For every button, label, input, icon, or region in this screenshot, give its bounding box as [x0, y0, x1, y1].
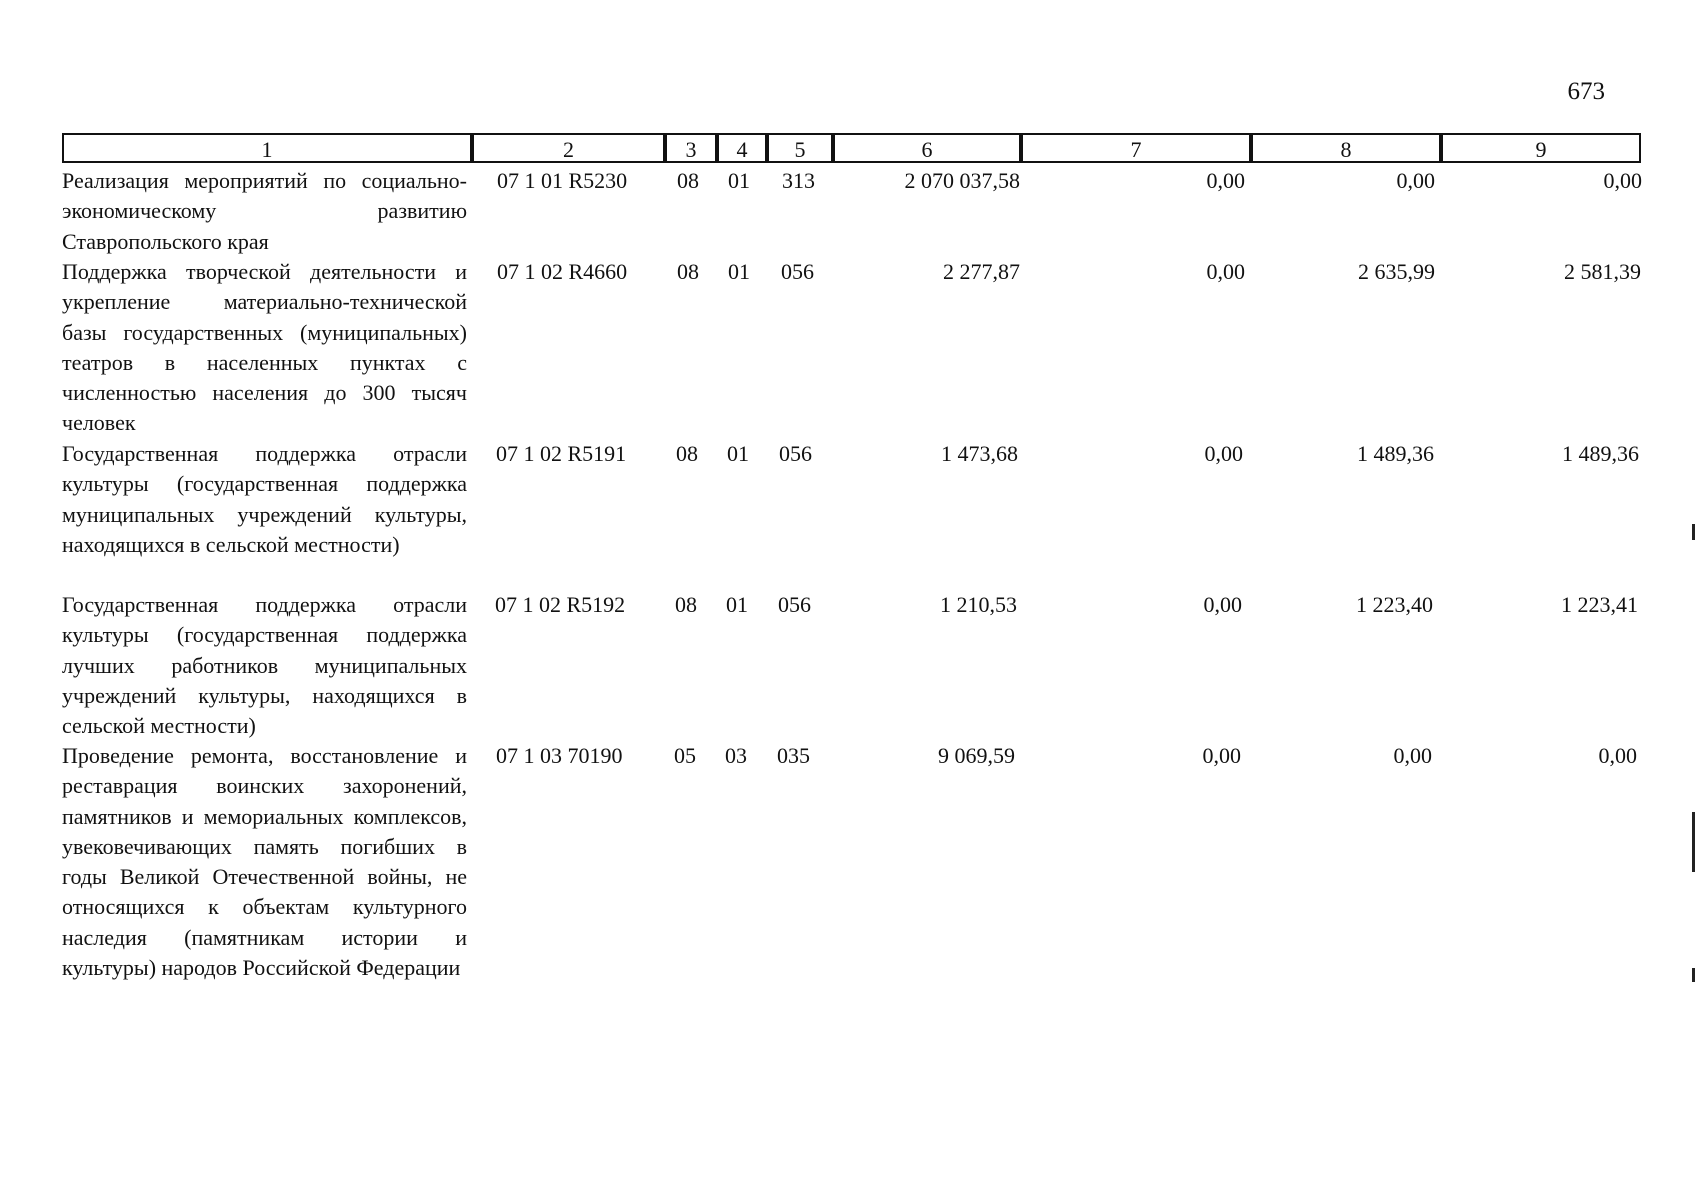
row-c4: 01 [726, 592, 748, 617]
row-c5: 035 [777, 743, 810, 768]
row-c9: 0,00 [1603, 168, 1642, 193]
row-c8: 2 635,99 [1358, 259, 1435, 284]
row-c3: 08 [676, 441, 698, 466]
page-number: 673 [1567, 78, 1605, 105]
row-c9: 2 581,39 [1564, 259, 1641, 284]
row-c8: 1 489,36 [1357, 441, 1434, 466]
scan-edge-mark [1692, 524, 1695, 540]
row-c3: 08 [677, 259, 699, 284]
header-col-5: 5 [767, 133, 833, 163]
scan-edge-mark [1692, 812, 1695, 872]
row-code: 07 1 02 R5191 [496, 441, 627, 466]
row-code: 07 1 02 R5192 [495, 592, 626, 617]
row-name: Поддержка творческой деятельности и укрепление материально-технической базы государственных (муниципальных) театров в населенных пунктах с численностью населения до 300 тысяч человек [62, 259, 467, 436]
header-col-3: 3 [665, 133, 717, 163]
row-name: Государственная поддержка отрасли культуры (государственная поддержка лучших работников муниципальных учреждений культуры, находящихся в сельской местности) [62, 592, 467, 739]
row-c6: 2 070 037,58 [904, 168, 1020, 193]
row-c9: 1 223,41 [1561, 592, 1638, 617]
header-col-2: 2 [472, 133, 665, 163]
row-c9: 0,00 [1598, 743, 1637, 768]
scan-edge-mark [1692, 968, 1695, 982]
row-c8: 1 223,40 [1356, 592, 1433, 617]
row-c5: 056 [779, 441, 812, 466]
row-c9: 1 489,36 [1562, 441, 1639, 466]
row-c3: 08 [675, 592, 697, 617]
row-code: 07 1 03 70190 [496, 743, 623, 768]
row-c5: 056 [781, 259, 814, 284]
row-c8: 0,00 [1393, 743, 1432, 768]
header-col-1: 1 [62, 133, 472, 163]
row-c4: 01 [727, 441, 749, 466]
row-c7: 0,00 [1206, 259, 1245, 284]
header-col-9: 9 [1441, 133, 1641, 163]
row-c4: 01 [728, 168, 750, 193]
header-col-6: 6 [833, 133, 1021, 163]
header-col-8: 8 [1251, 133, 1441, 163]
row-c3: 05 [674, 743, 696, 768]
row-c6: 2 277,87 [943, 259, 1020, 284]
row-c6: 1 210,53 [940, 592, 1017, 617]
row-c5: 056 [778, 592, 811, 617]
row-c4: 01 [728, 259, 750, 284]
row-c7: 0,00 [1204, 441, 1243, 466]
row-c5: 313 [782, 168, 815, 193]
row-c7: 0,00 [1202, 743, 1241, 768]
row-c6: 1 473,68 [941, 441, 1018, 466]
row-c7: 0,00 [1203, 592, 1242, 617]
row-c7: 0,00 [1206, 168, 1245, 193]
row-code: 07 1 02 R4660 [497, 259, 628, 284]
row-name: Реализация мероприятий по социально-экономическому развитию Ставропольского края [62, 168, 467, 254]
row-c8: 0,00 [1396, 168, 1435, 193]
row-c4: 03 [725, 743, 747, 768]
row-name: Государственная поддержка отрасли культуры (государственная поддержка муниципальных учреждений культуры, находящихся в сельской местности) [62, 441, 467, 557]
row-c6: 9 069,59 [938, 743, 1015, 768]
header-col-7: 7 [1021, 133, 1251, 163]
row-name: Проведение ремонта, восстановление и реставрация воинских захоронений, памятников и мемориальных комплексов, увековечивающих память погибших в годы Великой Отечественной войны, не относящихся к объектам культурного наследия (памятникам истории и культуры) народов Российской Федерации [62, 743, 467, 981]
row-c3: 08 [677, 168, 699, 193]
header-col-4: 4 [717, 133, 767, 163]
row-code: 07 1 01 R5230 [497, 168, 628, 193]
